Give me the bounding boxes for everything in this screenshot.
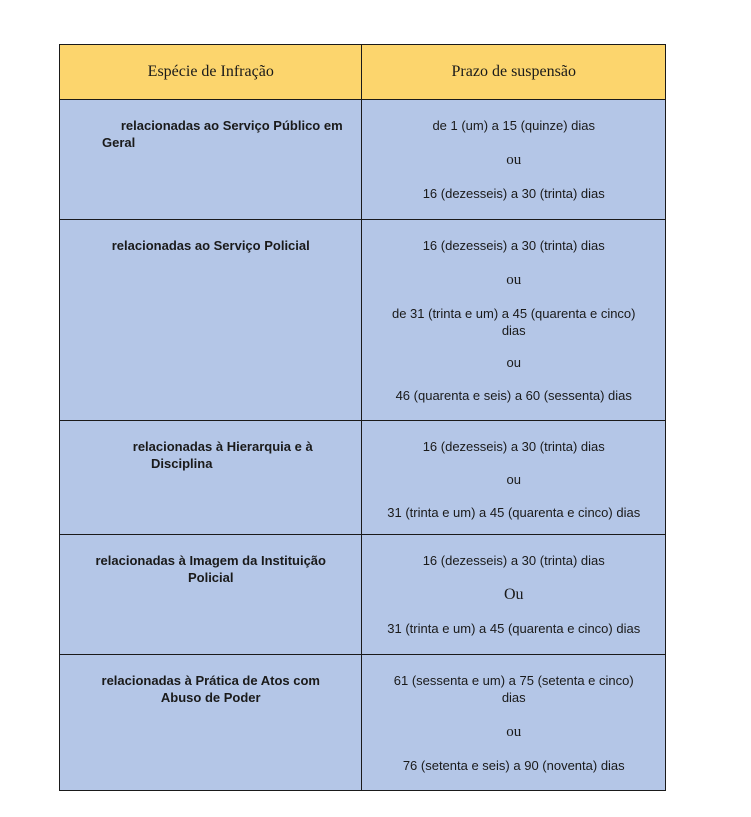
prazo-option: 16 (dezesseis) a 30 (trinta) dias xyxy=(422,439,605,454)
especie-cell xyxy=(60,535,362,655)
prazo-option: 16 (dezesseis) a 30 (trinta) dias xyxy=(422,553,605,568)
header-especie-de-infracao: Espécie de Infração xyxy=(60,45,362,100)
especie-line: Geral xyxy=(102,135,136,150)
prazo-option-line: dias xyxy=(501,690,526,705)
prazo-option: 46 (quarenta e seis) a 60 (sessenta) dias xyxy=(395,388,632,403)
especie-cell xyxy=(60,220,362,421)
especie-cell xyxy=(60,655,362,791)
table-row xyxy=(60,100,666,220)
ou-separator: Ou xyxy=(503,586,524,603)
table-row xyxy=(60,220,666,421)
especie-line: Policial xyxy=(187,570,234,585)
ou-separator: ou xyxy=(506,355,521,370)
ou-separator: ou xyxy=(506,152,522,168)
especie-line: Abuso de Poder xyxy=(160,690,261,705)
ou-separator: ou xyxy=(506,724,522,740)
prazo-option: 31 (trinta e um) a 45 (quarenta e cinco) dias xyxy=(387,505,641,520)
especie-line: relacionadas à Imagem da Instituição xyxy=(95,553,326,568)
especie-text: relacionadas ao Serviço Policial xyxy=(111,238,310,253)
table-header-row xyxy=(60,45,666,100)
table-row xyxy=(60,421,666,535)
prazo-option: 76 (setenta e seis) a 90 (noventa) dias xyxy=(402,758,625,773)
prazo-option-line: dias xyxy=(501,323,526,338)
table-row xyxy=(60,535,666,655)
prazo-option: de 1 (um) a 15 (quinze) dias xyxy=(432,118,596,133)
prazo-cell xyxy=(362,421,666,535)
especie-line: relacionadas à Hierarquia e à xyxy=(132,439,313,454)
prazo-option-line: 61 (sessenta e um) a 75 (setenta e cinco) xyxy=(393,673,634,688)
especie-line: Disciplina xyxy=(151,456,213,471)
prazo-option: 16 (dezesseis) a 30 (trinta) dias xyxy=(422,238,605,253)
ou-separator: ou xyxy=(506,472,521,487)
prazo-option xyxy=(370,672,657,706)
prazo-cell xyxy=(362,655,666,791)
ou-separator: ou xyxy=(506,272,522,288)
prazo-option: 16 (dezesseis) a 30 (trinta) dias xyxy=(422,186,605,201)
especie-cell xyxy=(60,100,362,220)
prazo-cell xyxy=(362,220,666,421)
especie-cell xyxy=(60,421,362,535)
infraction-suspension-table xyxy=(59,44,666,791)
prazo-option: 31 (trinta e um) a 45 (quarenta e cinco) dias xyxy=(387,621,641,636)
prazo-cell xyxy=(362,100,666,220)
especie-line: relacionadas à Prática de Atos com xyxy=(101,673,320,688)
prazo-option-line: de 31 (trinta e um) a 45 (quarenta e cinco) xyxy=(391,306,636,321)
prazo-option xyxy=(370,305,657,339)
table-row xyxy=(60,655,666,791)
especie-line: relacionadas ao Serviço Público em xyxy=(120,118,343,133)
header-prazo-de-suspensao: Prazo de suspensão xyxy=(362,45,666,100)
prazo-cell xyxy=(362,535,666,655)
